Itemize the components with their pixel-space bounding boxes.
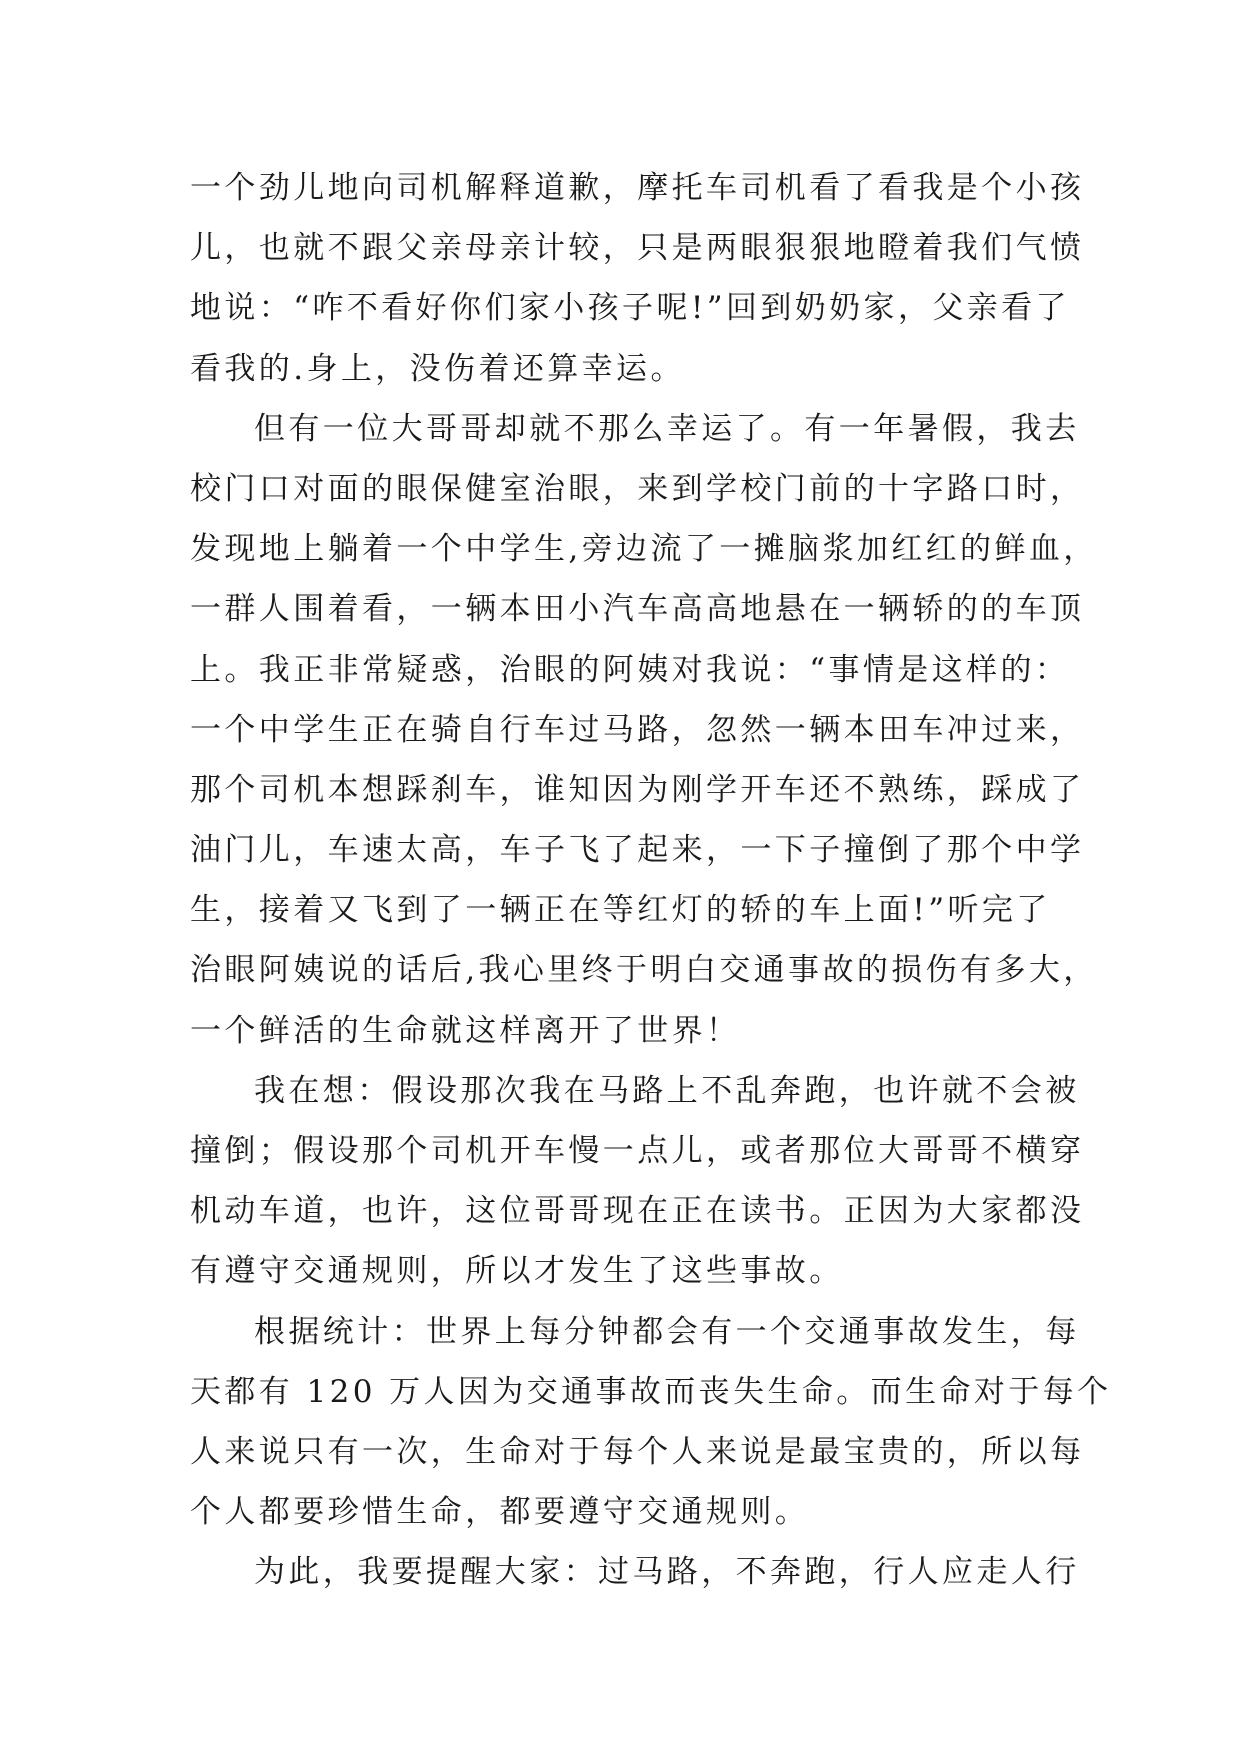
text-line: 一个中学生正在骑自行车过马路，忽然一辆本田车冲过来， [190,711,1085,748]
text-line: 校门口对面的眼保健室治眼，来到学校门前的十字路口时， [190,470,1085,507]
text-line: 油门儿，车速太高，车子飞了起来，一下子撞倒了那个中学 [190,832,1085,869]
text-line: 一群人围着看，一辆本田小汽车高高地悬在一辆轿的的车顶 [190,591,1085,628]
text-line: 地说：“咋不看好你们家小孩子呢!”回到奶奶家，父亲看了 [190,290,1070,327]
text-line: 一个劲儿地向司机解释道歉，摩托车司机看了看我是个小孩 [190,170,1085,206]
paragraph-first-line: 根据统计：世界上每分钟都会有一个交通事故发生，每 [254,1313,1080,1350]
paragraph-first-line: 为此，我要提醒大家：过马路，不奔跑，行人应走人行 [254,1554,1080,1591]
text-line: 个人都要珍惜生命，都要遵守交通规则。 [190,1494,810,1531]
text-line: 那个司机本想踩刹车，谁知因为刚学开车还不熟练，踩成了 [190,771,1085,808]
text-line: 有遵守交通规则，所以才发生了这些事故。 [190,1253,844,1290]
text-line: 生，接着又飞到了一辆正在等红灯的轿的车上面!”听完了 [190,892,1051,929]
paragraph-first-line: 我在想：假设那次我在马路上不乱奔跑，也许就不会被 [254,1072,1080,1109]
text-line: 治眼阿姨说的话后,我心里终于明白交通事故的损伤有多大， [190,952,1098,989]
text-line: 一个鲜活的生命就这样离开了世界！ [190,1012,741,1049]
text-line: 机动车道，也许，这位哥哥现在正在读书。正因为大家都没 [190,1193,1085,1230]
paragraph-first-line: 但有一位大哥哥却就不那么幸运了。有一年暑假，我去 [254,410,1080,447]
text-line: 人来说只有一次，生命对于每个人来说是最宝贵的，所以每 [190,1433,1085,1470]
text-line: 上。我正非常疑惑，治眼的阿姨对我说：“事情是这样的： [190,651,1070,688]
text-line: 发现地上躺着一个中学生,旁边流了一摊脑浆加红红的鲜血， [190,531,1098,568]
text-line: 看我的.身上，没伤着还算幸运。 [190,350,685,387]
text-line: 儿，也就不跟父亲母亲计较，只是两眼狠狠地瞪着我们气愤 [190,230,1085,267]
text-line: 天都有 120 万人因为交通事故而丧失生命。而生命对于每个 [190,1373,1112,1410]
body-text [190,158,1112,1603]
text-line: 撞倒；假设那个司机开车慢一点儿，或者那位大哥哥不横穿 [190,1133,1085,1169]
